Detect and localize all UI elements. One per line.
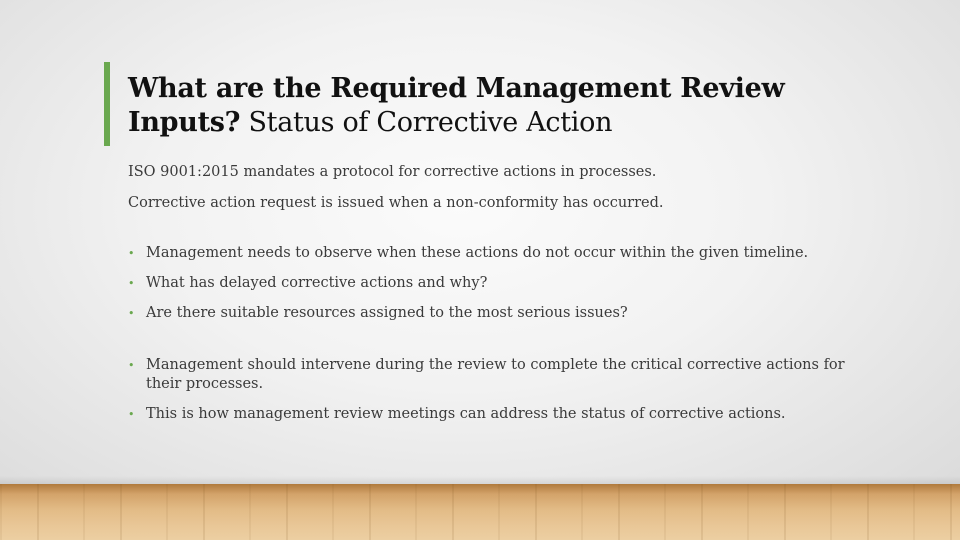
- paragraph-iso-protocol: ISO 9001:2015 mandates a protocol for corrective actions in processes.: [128, 164, 657, 180]
- wood-floor-decoration: [0, 484, 960, 540]
- list-item: [128, 244, 868, 263]
- bullet-icon: •: [128, 307, 135, 320]
- list-item: [128, 274, 868, 293]
- bullet-icon: •: [128, 277, 135, 290]
- list-item: [128, 356, 868, 394]
- bullet-icon: •: [128, 359, 135, 372]
- title-accent-bar: [104, 62, 110, 146]
- bullet-icon: •: [128, 247, 135, 260]
- list-item: [128, 304, 868, 323]
- list-item-text: Are there suitable resources assigned to the most serious issues?: [146, 305, 628, 321]
- list-item: [128, 405, 868, 424]
- bullet-list-group-1: [128, 244, 868, 334]
- bullet-icon: •: [128, 408, 135, 421]
- paragraph-corrective-request: Corrective action request is issued when a non-conformity has occurred.: [128, 195, 664, 211]
- list-item-text: Management needs to observe when these actions do not occur within the given timeline.: [146, 245, 809, 261]
- bullet-list-group-2: [128, 356, 868, 435]
- slide-title: [128, 72, 848, 140]
- list-item-text: Management should intervene during the review to complete the critical corrective actions for their processes.: [146, 357, 845, 392]
- title-normal-part: Status of Corrective Action: [240, 107, 613, 138]
- list-item-text: What has delayed corrective actions and why?: [146, 275, 488, 291]
- title-bold-part: What are the Required Management Review Inputs?: [128, 73, 785, 138]
- list-item-text: This is how management review meetings can address the status of corrective actions.: [146, 406, 786, 422]
